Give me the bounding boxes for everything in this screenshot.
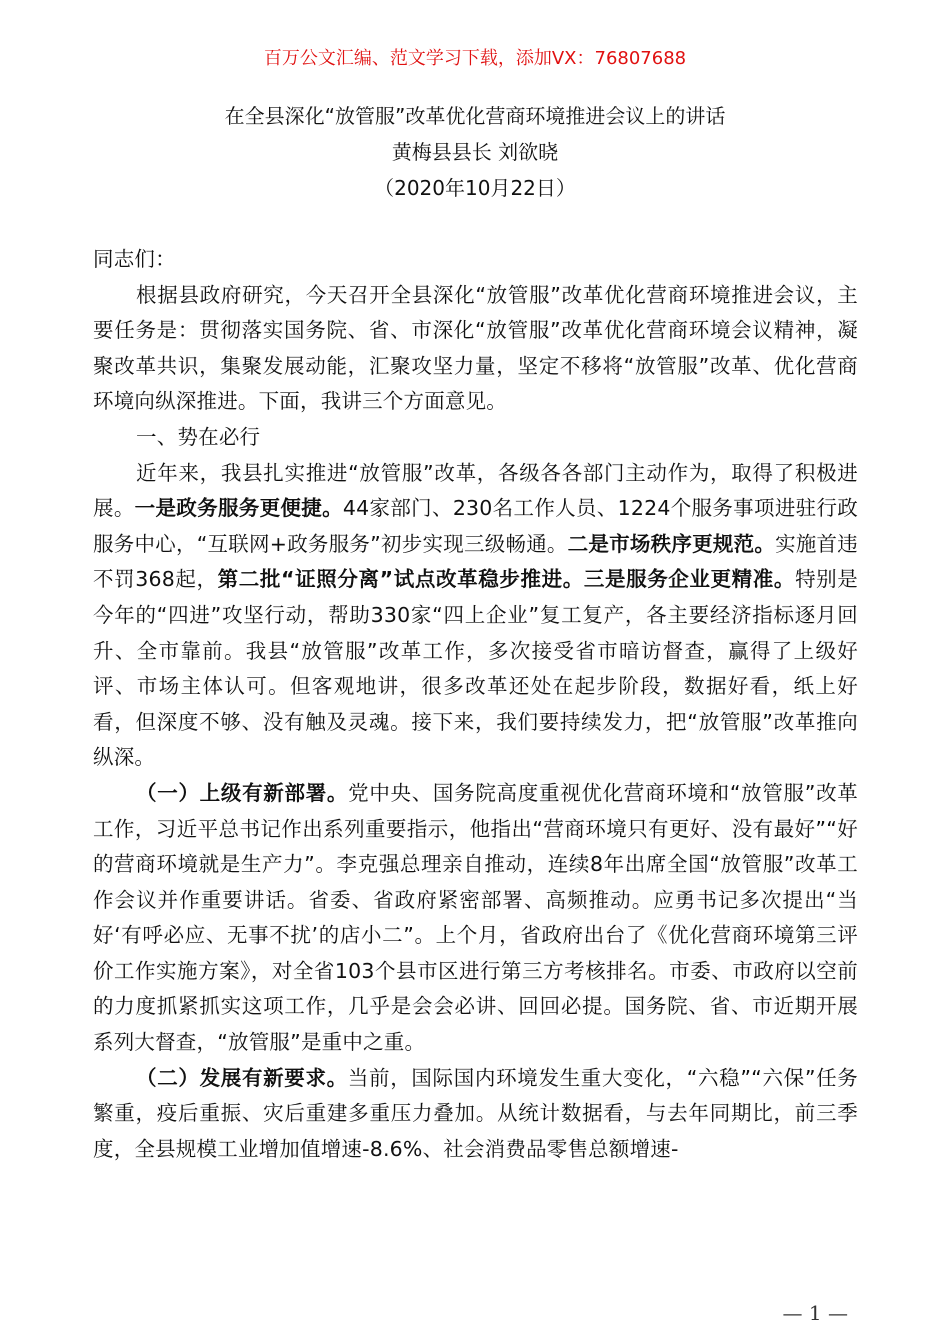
- speech-title: 在全县深化“放管服”改革优化营商环境推进会议上的讲话: [224, 104, 726, 128]
- progress-text-3: 实施首违不罚368起，: [93, 531, 858, 592]
- watermark-banner: 百万公文汇编、范文学习下载，添加VX：76807688: [263, 48, 687, 69]
- progress-point-3: 第二批“证照分离”试点改革稳步推进。三是服务企业更精准。: [217, 567, 796, 592]
- title-block: [0, 98, 950, 206]
- progress-text-1: 近年来，我县扎实推进“放管服”改革，各级各各部门主动作为，取得了积极进展。: [93, 460, 858, 521]
- progress-text-4: 特别是今年的“四进”攻坚行动，帮助330家“四上企业”复工复产，各主要经济指标逐月回升、全市靠前。我县“放管服”改革工作，多次接受省市暗访督查，赢得了上级好评、市场主体认可。但客观地讲，很多改革还处在起步阶段，数据好看，纸上好看，但深度不够、没有触及灵魂。接下来，我们要持续发力，把“放管服”改革推向纵深。: [93, 567, 859, 770]
- progress-point-1: 一是政务服务更便捷。: [134, 496, 343, 521]
- speaker-line: 黄梅县县长 刘欲晓: [391, 140, 559, 164]
- progress-text-2: 44家部门、230名工作人员、1224个服务事项进驻行政服务中心，“互联网+政务服务”初步实现三级畅通。: [93, 496, 859, 556]
- subsection-text-2: 当前，国际国内环境发生重大变化，“六稳”“六保”任务繁重，疫后重振、灾后重建多重压力叠加。从统计数据看，与去年同期比，前三季度，全县规模工业增加值增速-8.6%、社会消费品零售总额增速-: [93, 1065, 859, 1161]
- intro-paragraph: 根据县政府研究，今天召开全县深化“放管服”改革优化营商环境推进会议，主要任务是：贯彻落实国务院、省、市深化“放管服”改革优化营商环境会议精神，凝聚改革共识，集聚发展动能，汇聚攻坚力量，坚定不移将“放管服”改革、优化营商环境向纵深推进。下面，我讲三个方面意见。: [93, 282, 858, 414]
- page-number: — 1 —: [782, 1301, 848, 1325]
- speech-date: （2020年10月22日）: [374, 176, 576, 200]
- subsection-heading-2: （二）发展有新要求。: [136, 1065, 348, 1090]
- document-body: [93, 242, 858, 1167]
- subsection-paragraph-1: [93, 776, 858, 1061]
- progress-paragraph: [93, 456, 858, 776]
- section-heading-1: 一、势在必行: [136, 424, 261, 449]
- subsection-paragraph-2: [93, 1061, 858, 1168]
- salutation: 同志们：: [93, 247, 176, 271]
- progress-point-2: 二是市场秩序更规范。: [567, 531, 776, 556]
- subsection-text-1: 党中央、国务院高度重视优化营商环境和“放管服”改革工作，习近平总书记作出系列重要指示，他指出“营商环境只有更好、没有最好”“好的营商环境就是生产力”。李克强总理亲自推动，连续8年出席全国“放管服”改革工作会议并作重要讲话。省委、省政府紧密部署、高频推动。应勇书记多次提出“当好‘有呼必应、无事不扰’的店小二”。上个月，省政府出台了《优化营商环境第三评价工作实施方案》，对全省103个县市区进行第三方考核排名。市委、市政府以空前的力度抓紧抓实这项工作，几乎是会会必讲、回回必提。国务院、省、市近期开展系列大督查，“放管服”是重中之重。: [93, 780, 858, 1055]
- subsection-heading-1: （一）上级有新部署。: [136, 780, 349, 805]
